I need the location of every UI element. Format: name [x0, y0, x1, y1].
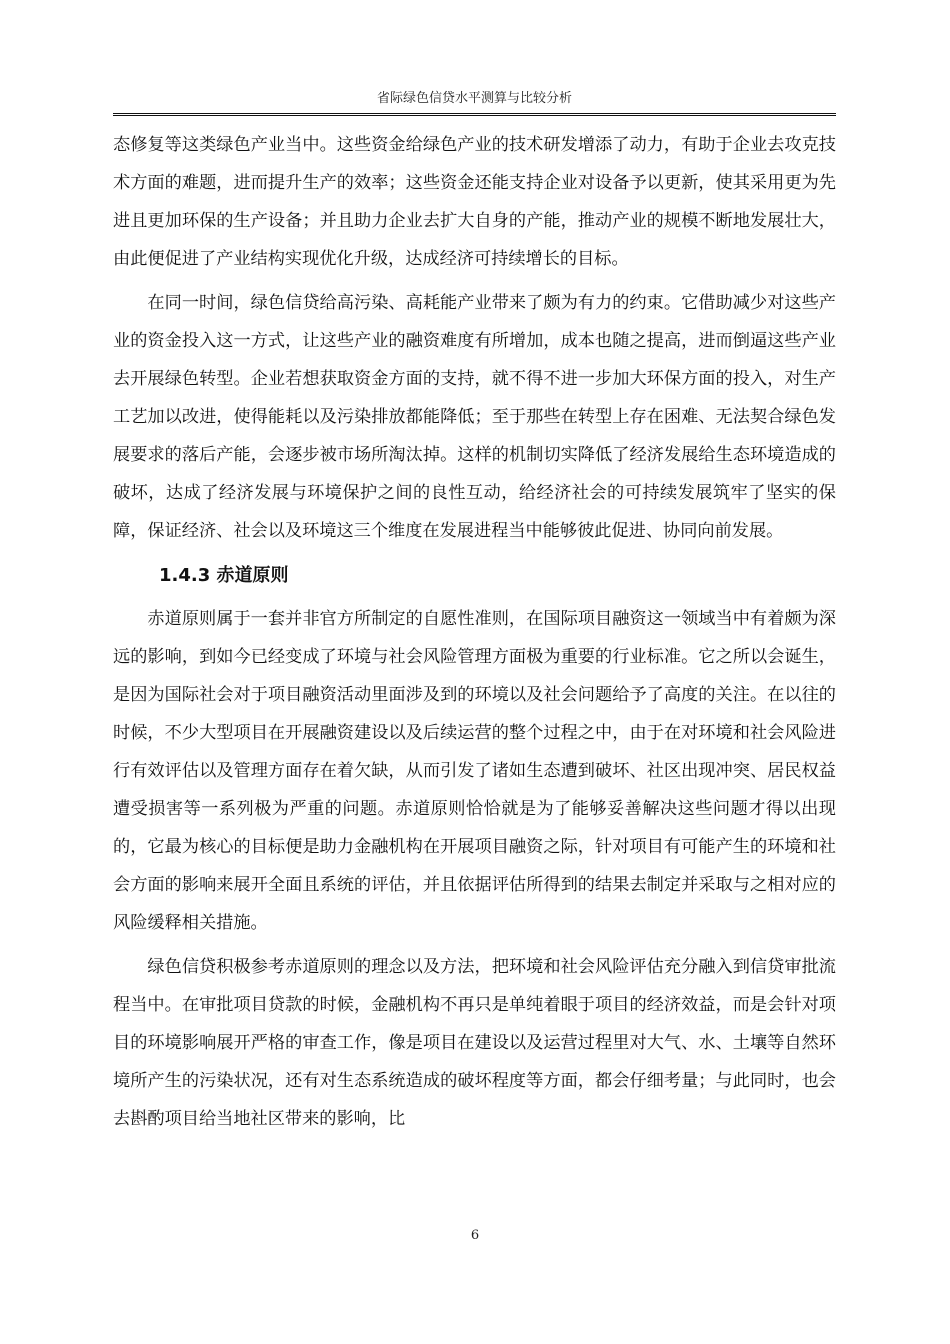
paragraph: 绿色信贷积极参考赤道原则的理念以及方法，把环境和社会风险评估充分融入到信贷审批流程当中。在审批项目贷款的时候，金融机构不再只是单纯着眼于项目的经济效益，而是会针对项目的环境影响展开严格的审查工作，像是项目在建设以及运营过程里对大气、水、土壤等自然环境所产生的污染状况，还有对生态系统造成的破坏程度等方面，都会仔细考量；与此同时，也会去斟酌项目给当地社区带来的影响，比: [113, 957, 836, 1129]
header-title: 省际绿色信贷水平测算与比较分析: [376, 91, 572, 106]
document-body: [113, 126, 836, 1138]
section-heading: 1.4.3 赤道原则: [159, 565, 289, 586]
paragraph: 赤道原则属于一套并非官方所制定的自愿性准则，在国际项目融资这一领域当中有着颇为深远的影响，到如今已经变成了环境与社会风险管理方面极为重要的行业标准。它之所以会诞生，是因为国际社会对于项目融资活动里面涉及到的环境以及社会问题给予了高度的关注。在以往的时候，不少大型项目在开展融资建设以及后续运营的整个过程之中，由于在对环境和社会风险进行有效评估以及管理方面存在着欠缺，从而引发了诸如生态遭到破坏、社区出现冲突、居民权益遭受损害等一系列极为严重的问题。赤道原则恰恰就是为了能够妥善解决这些问题才得以出现的，它最为核心的目标便是助力金融机构在开展项目融资之际，针对项目有可能产生的环境和社会方面的影响来展开全面且系统的评估，并且依据评估所得到的结果去制定并采取与之相对应的风险缓释相关措施。: [113, 609, 836, 933]
page-header: [113, 88, 836, 116]
paragraph-continued: 态修复等这类绿色产业当中。这些资金给绿色产业的技术研发增添了动力，有助于企业去攻克技术方面的难题，进而提升生产的效率；这些资金还能支持企业对设备予以更新，使其采用更为先进且更加环保的生产设备；并且助力企业去扩大自身的产能，推动产业的规模不断地发展壮大，由此便促进了产业结构实现优化升级，达成经济可持续增长的目标。: [113, 135, 836, 269]
paragraph: 在同一时间，绿色信贷给高污染、高耗能产业带来了颇为有力的约束。它借助减少对这些产业的资金投入这一方式，让这些产业的融资难度有所增加，成本也随之提高，进而倒逼这些产业去开展绿色转型。企业若想获取资金方面的支持，就不得不进一步加大环保方面的投入，对生产工艺加以改进，使得能耗以及污染排放都能降低；至于那些在转型上存在困难、无法契合绿色发展要求的落后产能，会逐步被市场所淘汰掉。这样的机制切实降低了经济发展给生态环境造成的破坏，达成了经济发展与环境保护之间的良性互动，给经济社会的可持续发展筑牢了坚实的保障，保证经济、社会以及环境这三个维度在发展进程当中能够彼此促进、协同向前发展。: [113, 293, 836, 541]
page-number: 6: [470, 1228, 480, 1243]
